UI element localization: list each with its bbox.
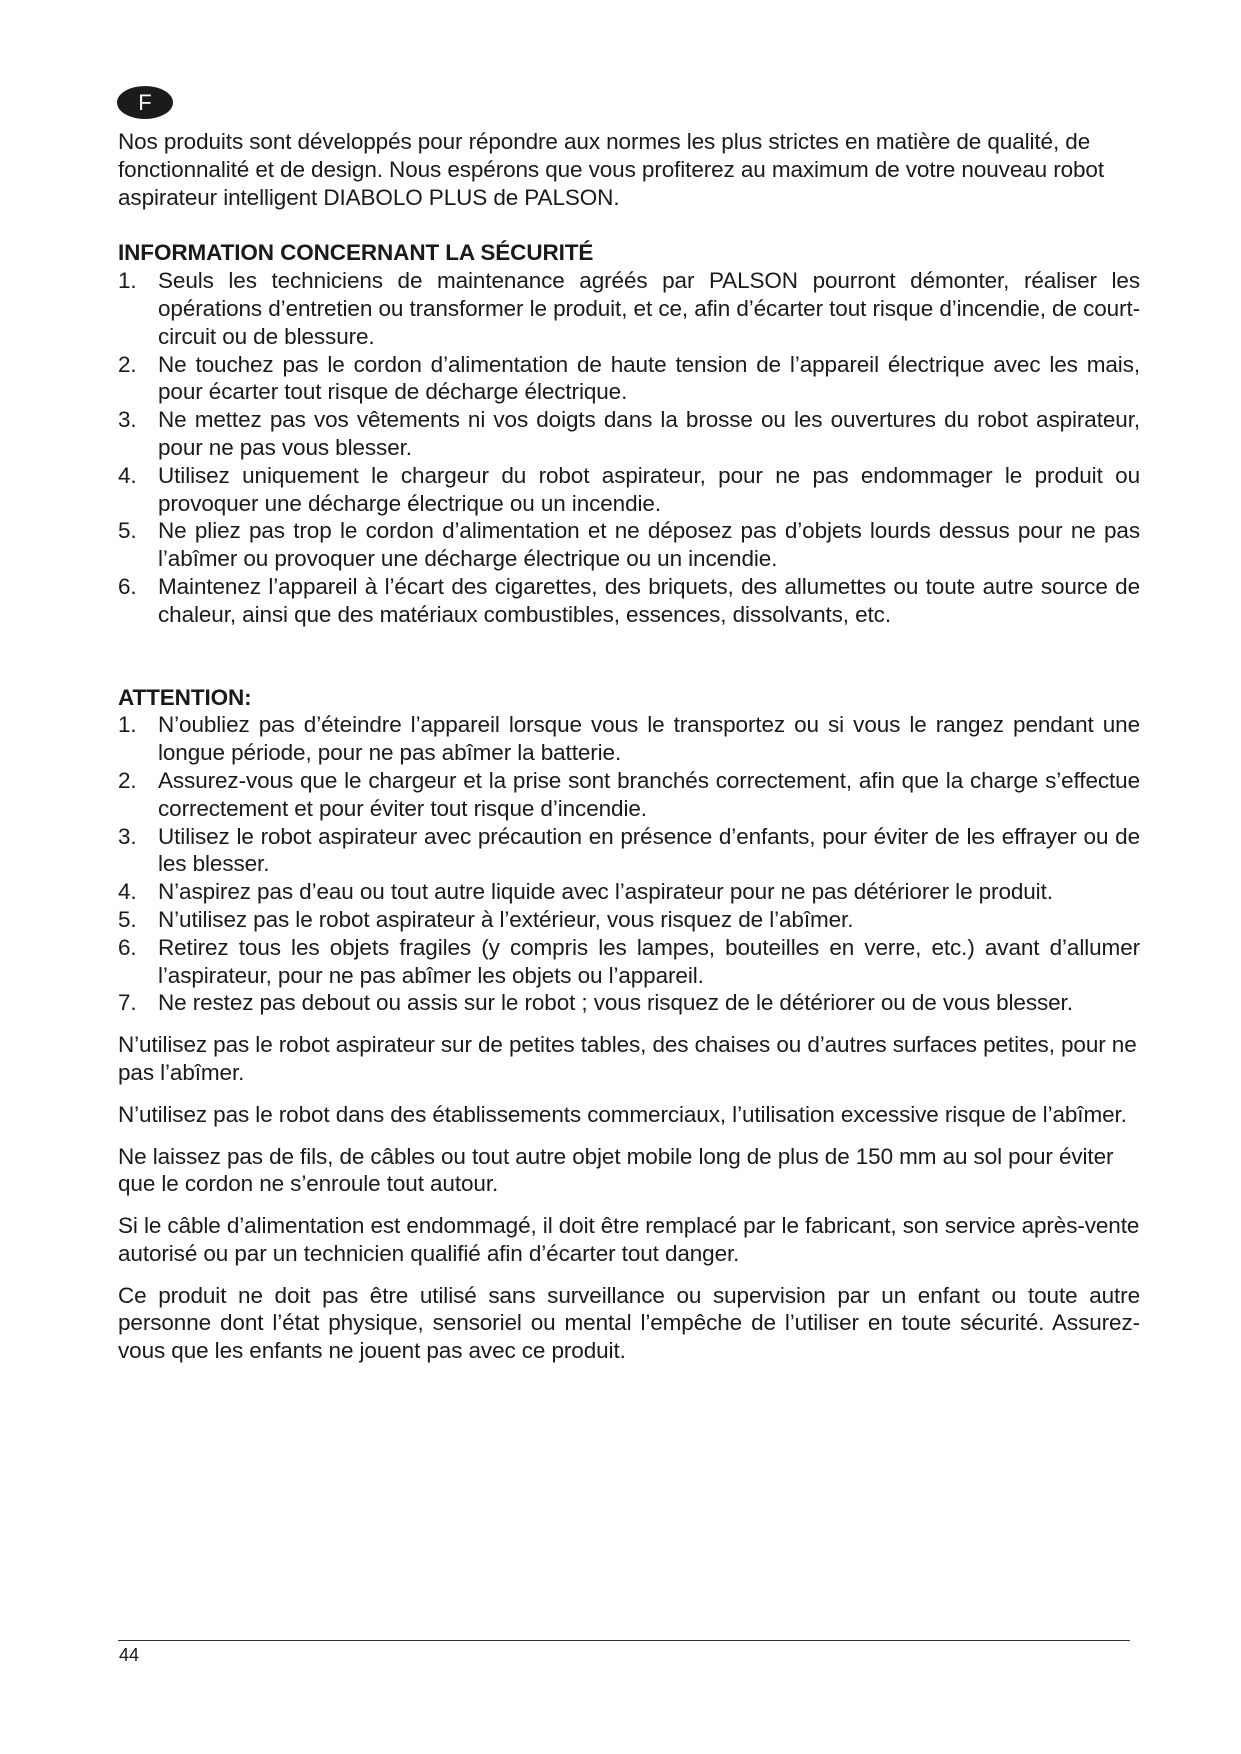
list-item [118,906,1140,934]
item-number: 5. [118,906,137,932]
item-text: Retirez tous les objets fragiles (y compris les lampes, bouteilles en verre, etc.) avant d’allumer l’aspirateur, pour ne pas abîmer les objets ou l’appareil. [158,934,1140,988]
attention-list [118,711,1140,1017]
item-number: 7. [118,990,137,1016]
item-number: 6. [118,573,137,599]
warning-paragraph: N’utilisez pas le robot dans des établissements commerciaux, l’utilisation excessive risque de l’abîmer. [118,1101,1127,1127]
item-number: 3. [118,823,137,849]
item-number: 4. [118,879,137,905]
list-item [118,767,1140,823]
safety-heading: INFORMATION CONCERNANT LA SÉCURITÉ [118,240,594,266]
list-item [118,823,1140,879]
page-number: 44 [119,1645,140,1665]
list-item [118,573,1140,629]
item-number: 6. [118,934,137,960]
item-text: Utilisez le robot aspirateur avec précaution en présence d’enfants, pour éviter de les effrayer ou de les blesser. [158,823,1140,877]
list-item [118,462,1140,518]
warning-paragraph: N’utilisez pas le robot aspirateur sur de petites tables, des chaises ou d’autres surfaces petites, pour ne pas l’abîmer. [118,1032,1137,1085]
list-item [118,517,1140,573]
item-number: 1. [118,712,137,738]
list-item [118,934,1140,990]
item-text: Utilisez uniquement le chargeur du robot aspirateur, pour ne pas endommager le produit ou provoquer une décharge électrique ou un incendie. [158,462,1140,516]
item-number: 3. [118,407,137,433]
footer-divider [118,1640,1130,1641]
list-item [118,878,1140,906]
item-number: 2. [118,351,137,377]
item-number: 1. [118,268,137,294]
list-item [118,989,1140,1017]
item-text: N’aspirez pas d’eau ou tout autre liquide avec l’aspirateur pour ne pas détériorer le produit. [158,879,1053,905]
attention-heading: ATTENTION: [118,684,252,710]
list-item [118,351,1140,407]
warning-paragraph: Ce produit ne doit pas être utilisé sans surveillance ou supervision par un enfant ou toute autre personne dont l’état physique, sensoriel ou mental l’empêche de l’utiliser en toute sécurité. Assurez-vous que les enfants ne jouent pas avec ce produit. [118,1282,1140,1364]
item-text: N’oubliez pas d’éteindre l’appareil lorsque vous le transportez ou si vous le rangez pendant une longue période, pour ne pas abîmer la batterie. [158,712,1140,766]
page-content [118,128,1140,1379]
item-number: 2. [118,767,137,793]
item-text: Ne restez pas debout ou assis sur le robot ; vous risquez de le détériorer ou de vous blesser. [158,990,1073,1016]
item-text: Ne touchez pas le cordon d’alimentation de haute tension de l’appareil électrique avec les mais, pour écarter tout risque de décharge électrique. [158,351,1140,405]
warning-paragraph: Si le câble d’alimentation est endommagé, il doit être remplacé par le fabricant, son service après-vente autorisé ou par un technicien qualifié afin d’écarter tout danger. [118,1213,1140,1266]
item-text: Seuls les techniciens de maintenance agréés par PALSON pourront démonter, réaliser les opérations d’entretien ou transformer le produit, et ce, afin d’écarter tout risque d’incendie, de court-circuit ou de blessure. [158,268,1140,349]
item-text: Ne mettez pas vos vêtements ni vos doigts dans la brosse ou les ouvertures du robot aspirateur, pour ne pas vous blesser. [158,407,1140,460]
list-item [118,711,1140,767]
item-number: 5. [118,518,137,544]
intro-paragraph: Nos produits sont développés pour répondre aux normes les plus strictes en matière de qualité, de fonctionnalité et de design. Nous espérons que vous profiterez au maximum de votre nouveau robot aspirateur intelligent DIABOLO PLUS de PALSON. [118,129,1104,210]
warning-paragraph: Ne laissez pas de fils, de câbles ou tout autre objet mobile long de plus de 150 mm au sol pour éviter que le cordon ne s’enroule tout autour. [118,1143,1114,1197]
item-text: N’utilisez pas le robot aspirateur à l’extérieur, vous risquez de l’abîmer. [158,906,854,932]
list-item [118,406,1140,462]
item-text: Ne pliez pas trop le cordon d’alimentation et ne déposez pas d’objets lourds dessus pour ne pas l’abîmer ou provoquer une décharge électrique ou un incendie. [158,518,1140,572]
list-item [118,267,1140,350]
item-number: 4. [118,462,137,488]
safety-list [118,267,1140,628]
item-text: Assurez-vous que le chargeur et la prise sont branchés correctement, afin que la charge s’effectue correctement et pour éviter tout risque d’incendie. [158,767,1140,821]
language-badge: F [117,86,173,119]
item-text: Maintenez l’appareil à l’écart des cigarettes, des briquets, des allumettes ou toute autre source de chaleur, ainsi que des matériaux combustibles, essences, dissolvants, etc. [158,573,1140,627]
